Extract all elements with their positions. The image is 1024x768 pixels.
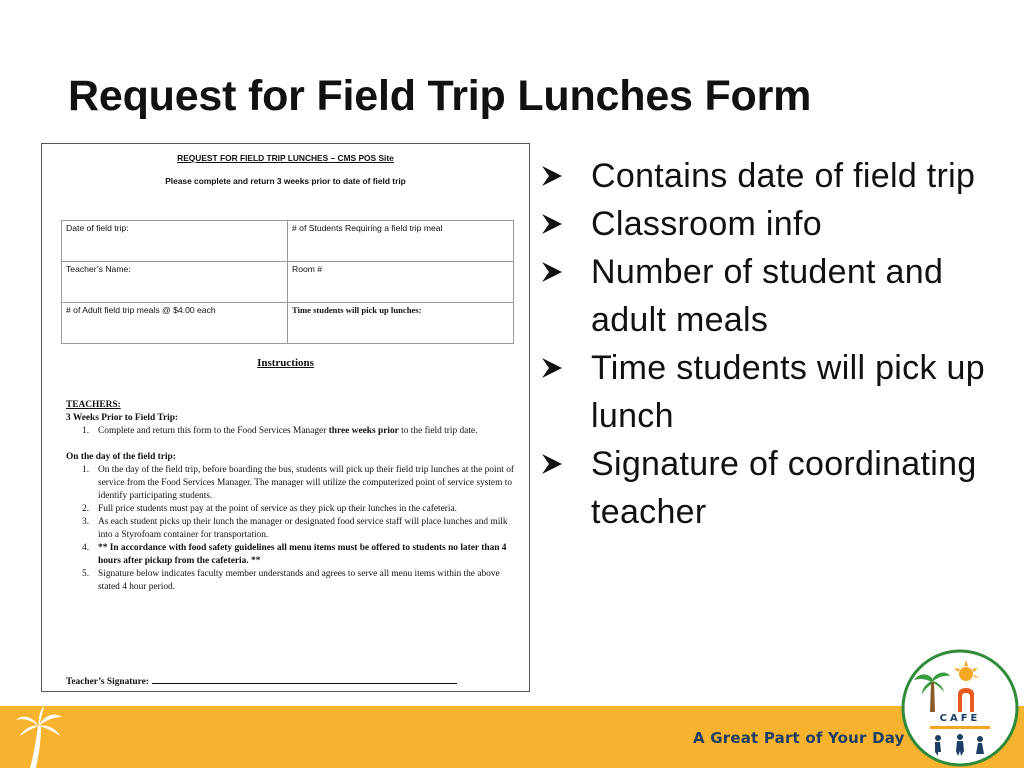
bullet-item: Signature of coordinating teacher [538,440,998,536]
instructions-body [66,399,516,594]
teachers-label: TEACHERS: [66,400,121,410]
form-heading: REQUEST FOR FIELD TRIP LUNCHES – CMS POS Site [177,153,394,163]
form-document-image [41,143,530,692]
prior-list [66,425,516,438]
form-subheading: Please complete and return 3 weeks prior to date of field trip [165,176,406,186]
form-fields-table [61,220,514,344]
field-pickup-time: Time students will pick up lunches: [288,303,514,344]
signature-label: Teacher’s Signature: [66,677,149,687]
bullet-item: Contains date of field trip [538,152,998,200]
day-label: On the day of the field trip: [66,452,176,462]
logo-text: CAFE [939,713,981,724]
footer-tagline: A Great Part of Your Day [693,729,905,747]
list-item: 1. On the day of the field trip, before boarding the bus, students will pick up their field trip lunches at the point of service from the Food Services Manager. The manager will utilize the computerized point of service system to identify participating students. [82,465,515,501]
arrow-bullet-icon [538,200,591,248]
field-students: # of Students Requiring a field trip meal [288,221,514,262]
list-item: 4. ** In accordance with food safety guidelines all menu items must be offered to students no later than 4 hours after pickup from the cafeteria. ** [82,543,507,566]
field-teacher-name: Teacher’s Name: [62,262,288,303]
arrow-bullet-icon [538,152,591,200]
list-item: 3. As each student picks up their lunch the manager or designated food service staff will place lunches and milk into a Styrofoam container for transportation. [82,517,508,540]
palm-tree-icon [14,706,64,768]
list-item: 2. Full price students must pay at the point of service as they pick up their lunches in the cafeteria. [82,504,458,514]
prior-label: 3 Weeks Prior to Field Trip: [66,413,179,423]
instructions-title: Instructions [257,357,314,369]
bullet-item: Number of student and adult meals [538,248,998,344]
bullet-item: Classroom info [538,200,998,248]
field-adult-meals: # of Adult field trip meals @ $4.00 each [62,303,288,344]
arrow-bullet-icon [538,344,591,392]
field-date: Date of field trip: [62,221,288,262]
list-item: 1. Complete and return this form to the Food Services Manager three weeks prior to the field trip date. [82,426,478,436]
arrow-bullet-icon [538,248,591,296]
signature-line [66,677,457,687]
day-list [66,464,516,594]
slide-title: Request for Field Trip Lunches Form [68,72,812,120]
list-item: 5. Signature below indicates faculty member understands and agrees to serve all menu items within the above stated 4 hour period. [82,569,500,592]
cafe-logo [900,648,1020,768]
bullet-item: Time students will pick up lunch [538,344,998,440]
arrow-bullet-icon [538,440,591,488]
bullet-list [538,152,998,536]
field-room: Room # [288,262,514,303]
